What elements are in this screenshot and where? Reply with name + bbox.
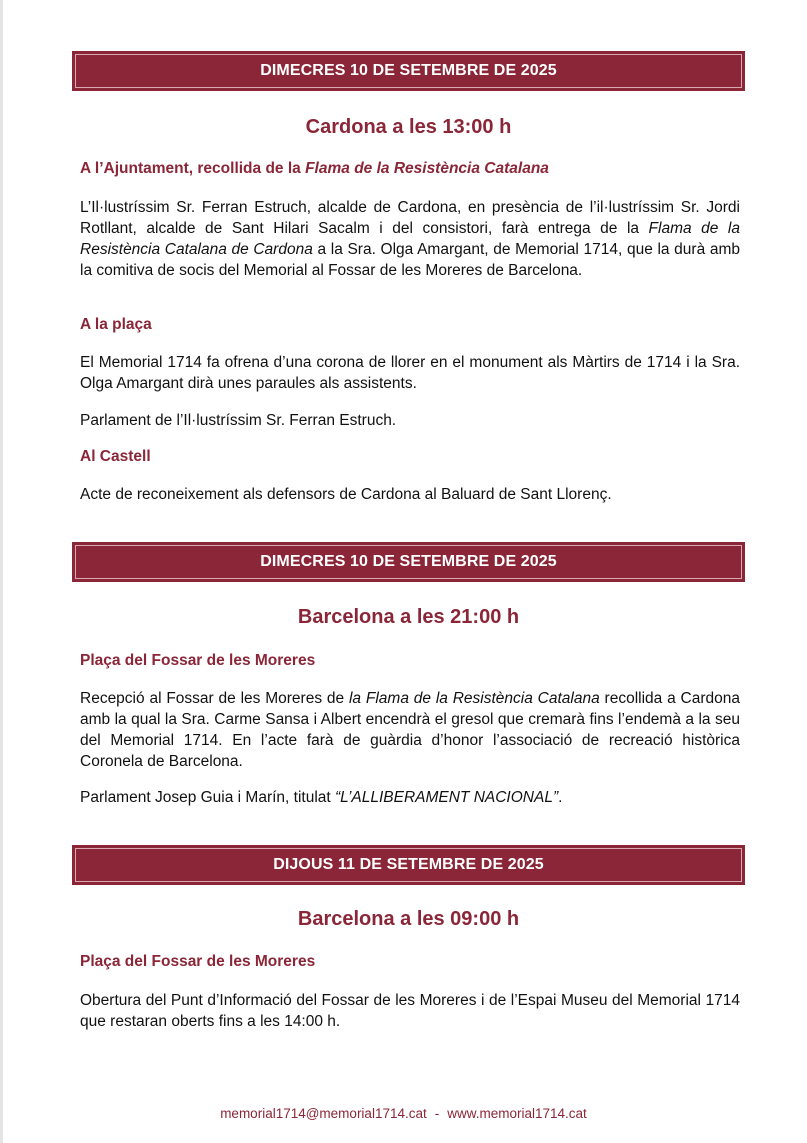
block-heading: Al Castell xyxy=(80,448,151,465)
paragraph-text: Parlament Josep Guia i Marín, titulat xyxy=(80,789,336,806)
block-heading: Plaça del Fossar de les Moreres xyxy=(80,953,316,970)
footer-separator: - xyxy=(434,1106,440,1121)
paragraph: Obertura del Punt d’Informació del Fossar de les Moreres i de l’Espai Museu del Memorial 1714 que restaran oberts fins a les 14:00 h. xyxy=(80,992,740,1030)
paragraph xyxy=(80,688,740,772)
paragraph-italic-text: “L’ALLIBERAMENT NACIONAL” xyxy=(335,789,559,806)
paragraph-italic-text: Flama de la Resistència Catalana de Cardona xyxy=(80,220,740,258)
heading-italic-text: Flama de la Resistència Catalana xyxy=(305,160,549,177)
heading-text: A l’Ajuntament, recollida de la xyxy=(80,160,306,177)
paragraph: El Memorial 1714 fa ofrena d’una corona de llorer en el monument als Màrtirs de 1714 i la Sra. Olga Amargant dirà unes paraules als assistents. xyxy=(80,354,740,392)
date-band xyxy=(72,542,745,582)
city-time-heading: Cardona a les 13:00 h xyxy=(305,116,512,138)
paragraph: Parlament de l’Il·lustríssim Sr. Ferran Estruch. xyxy=(80,412,397,429)
footer xyxy=(0,1106,807,1121)
paragraph-italic-text: la Flama de la Resistència Catalana xyxy=(348,690,600,707)
block-heading: A la plaça xyxy=(80,316,152,333)
page-edge xyxy=(0,0,3,1143)
footer-website-link[interactable]: www.memorial1714.cat xyxy=(447,1106,587,1121)
paragraph: Acte de reconeixement als defensors de Cardona al Baluard de Sant Llorenç. xyxy=(80,486,612,503)
date-heading: DIMECRES 10 DE SETEMBRE DE 2025 xyxy=(260,553,557,570)
paragraph xyxy=(80,787,740,808)
date-band xyxy=(72,51,745,91)
paragraph-text: a la Sra. Olga Amargant, de Memorial 1714, que la durà amb la comitiva de socis del Memorial al Fossar de les Moreres de Barcelona. xyxy=(80,241,741,279)
block-heading: Plaça del Fossar de les Moreres xyxy=(80,652,316,669)
block-heading xyxy=(80,160,740,178)
footer-email-link[interactable]: memorial1714@memorial1714.cat xyxy=(220,1106,427,1121)
city-time-heading: Barcelona a les 21:00 h xyxy=(297,606,520,628)
city-time-heading: Barcelona a les 09:00 h xyxy=(297,908,520,930)
date-band xyxy=(72,845,745,885)
paragraph-text: . xyxy=(558,789,563,806)
date-heading: DIJOUS 11 DE SETEMBRE DE 2025 xyxy=(273,856,544,873)
paragraph-text: L’Il·lustríssim Sr. Ferran Estruch, alcalde de Cardona, en presència de l’il·lustríssim Sr. Jordi Rotllant, alcalde de Sant Hilari Sacalm i del consistori, farà entrega de la xyxy=(80,199,740,237)
paragraph xyxy=(80,197,740,281)
paragraph-text: recollida a Cardona amb la qual la Sra. Carme Sansa i Albert encendrà el gresol que cremarà fins l’endemà a la seu del Memorial 1714. En l’acte farà de guàrdia d’honor l’associació de recreació històrica Coronela de Barcelona. xyxy=(80,690,740,770)
date-heading: DIMECRES 10 DE SETEMBRE DE 2025 xyxy=(260,62,557,79)
paragraph-text: Recepció al Fossar de les Moreres de xyxy=(80,690,349,707)
